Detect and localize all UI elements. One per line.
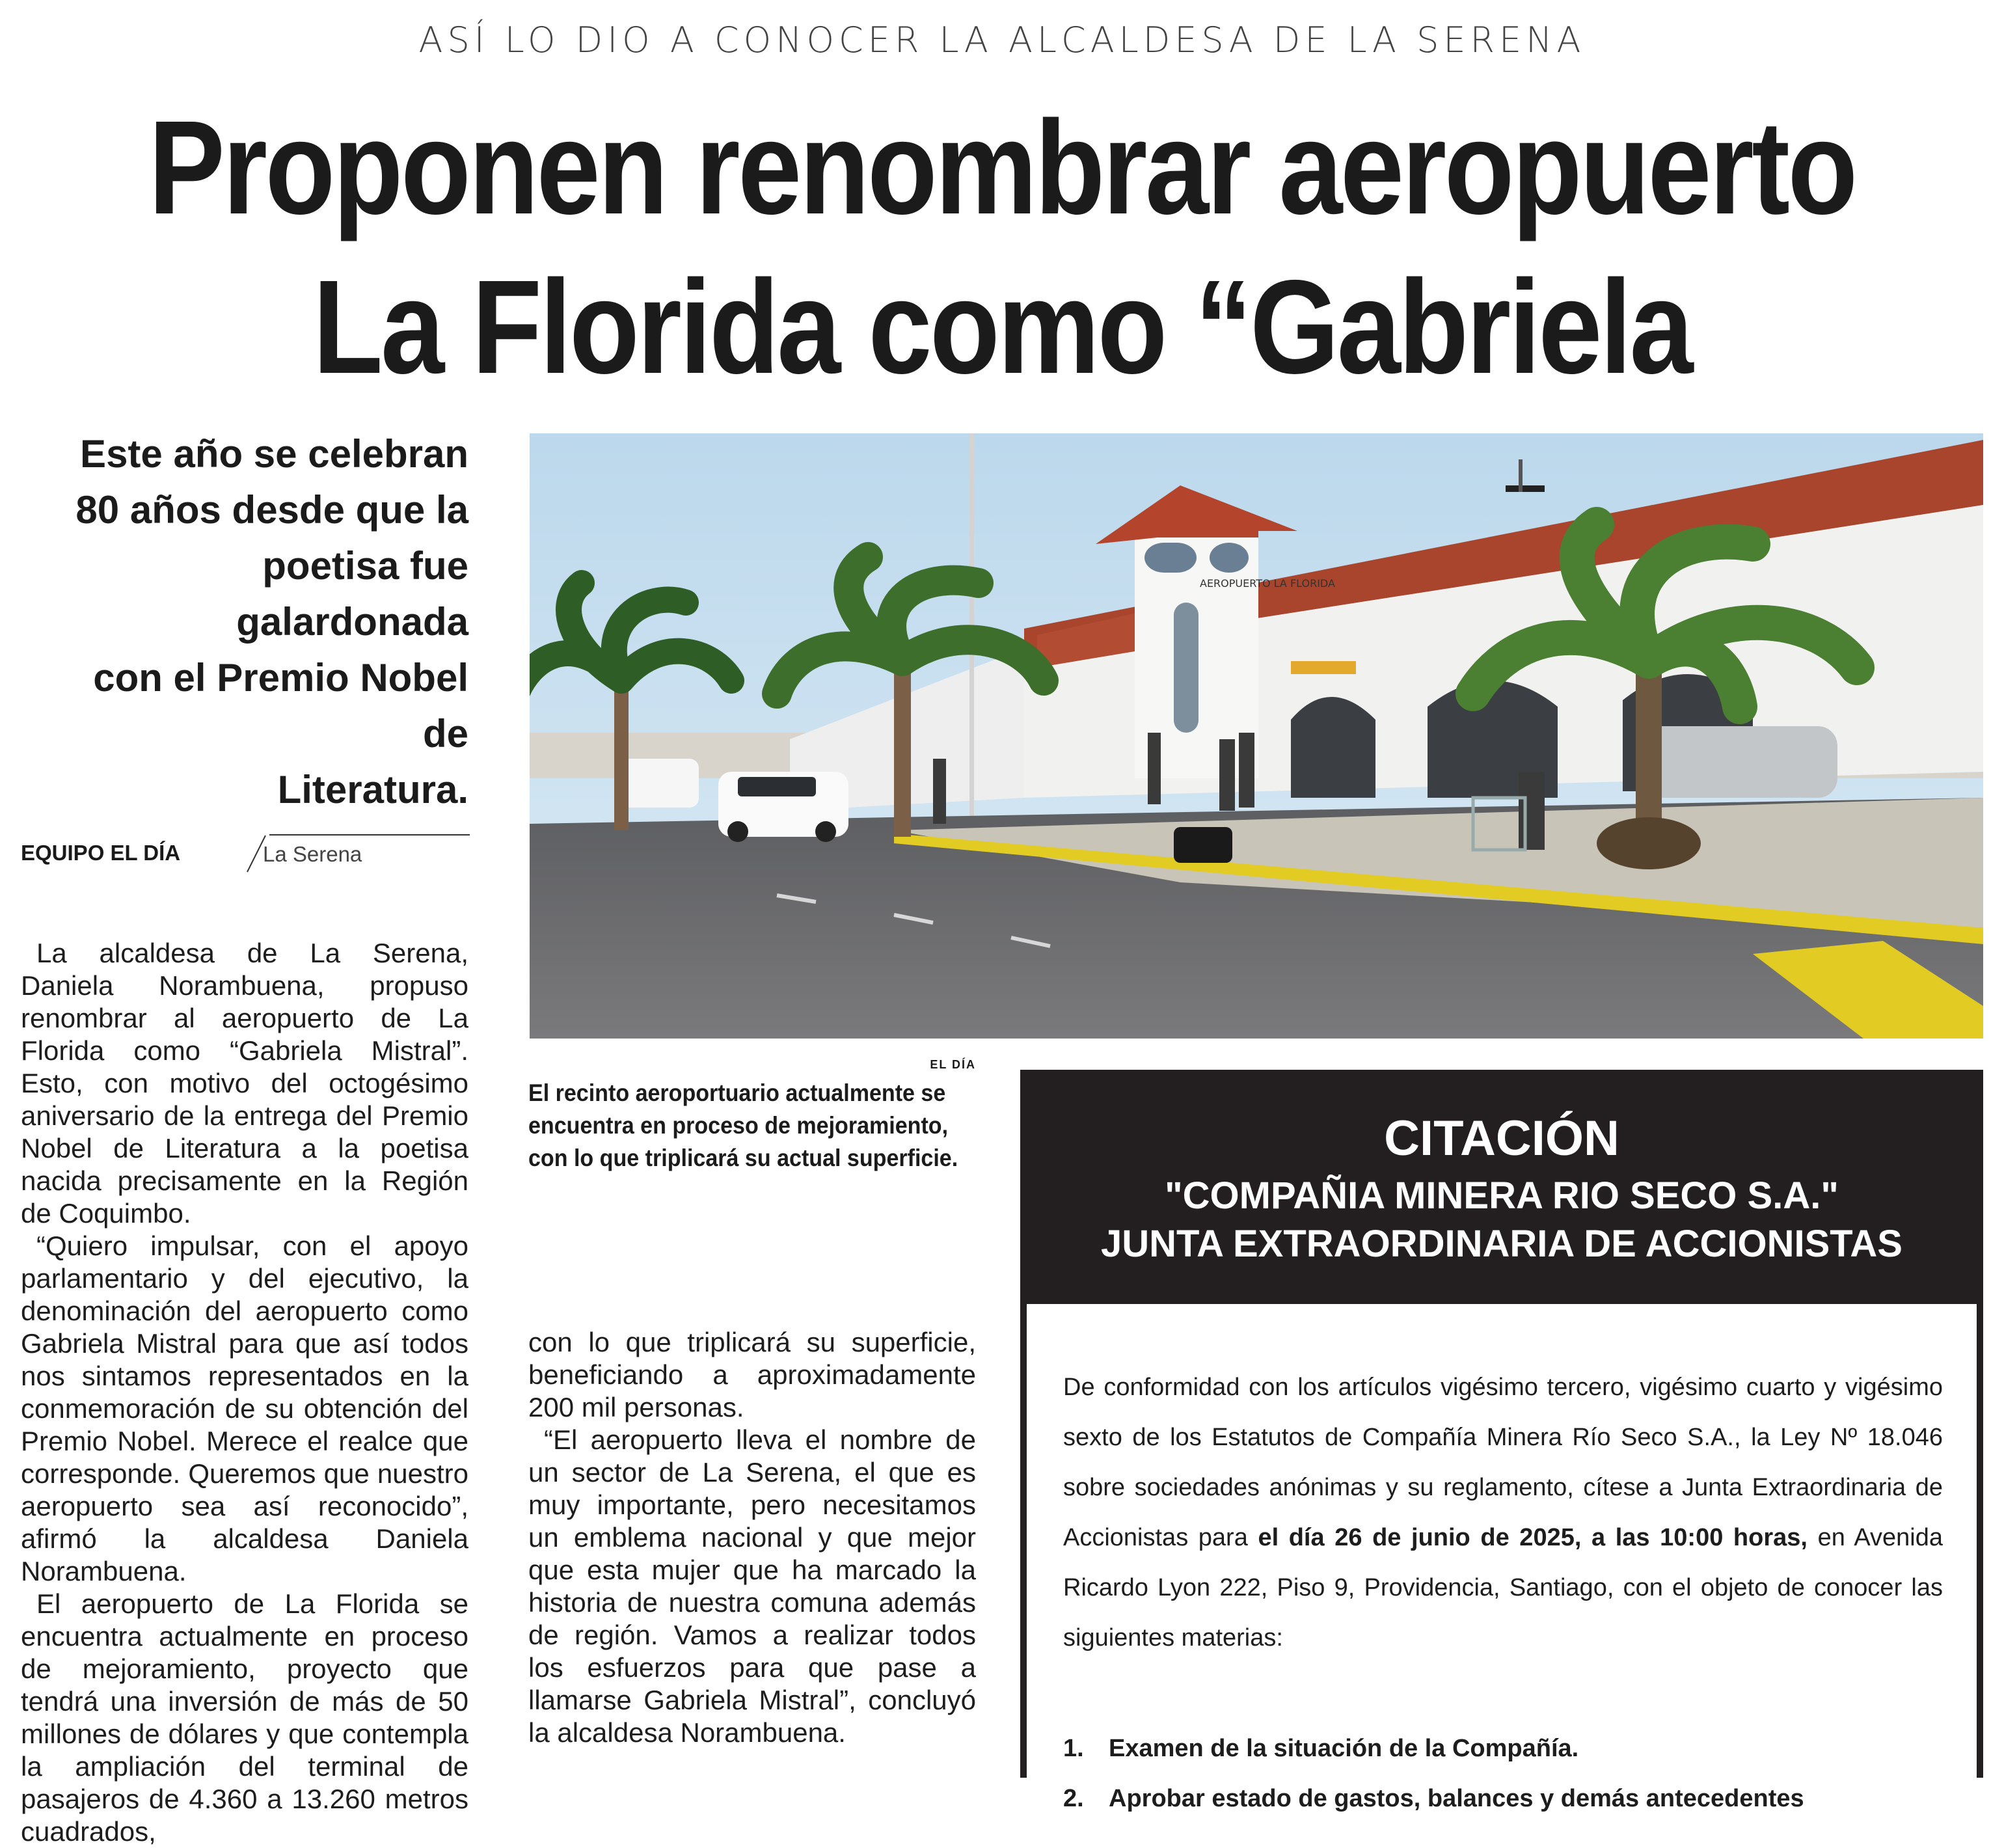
notice-body-date: el día 26 de junio de 2025, a las 10:00 horas, <box>1258 1524 1808 1551</box>
article-paragraph: “El aeropuerto lleva el nombre de un sector de La Serena, el que es muy importante, pero necesitamos un emblema nacional y que mejor que esta mujer que ha marcado la historia de nuestra comuna además de región. Vamos a realizar todos los esfuerzos para que pase a llamarse Gabriela Mistral”, concluyó la alcaldesa Norambuena. <box>528 1424 976 1748</box>
headline-line-1: Proponen renombrar aeropuerto <box>148 93 1856 242</box>
headline-line-2: La Florida como “Gabriela <box>312 252 1692 401</box>
byline <box>21 834 470 873</box>
article-column-2 <box>528 1326 976 1749</box>
article-paragraph: El aeropuerto de La Florida se encuentra actualmente en proceso de mejoramiento, proyecto que tendrá una inversión de más de 50 millones de dólares y que contempla la ampliación del terminal de pasajeros de 4.360 a 13.260 metros cuadrados, <box>21 1588 468 1847</box>
kicker: ASÍ LO DIO A CONOCER LA ALCALDESA DE LA SERENA <box>418 20 1586 61</box>
deck-line: Este año se celebran <box>80 432 468 476</box>
article-paragraph: “Quiero impulsar, con el apoyo parlamentario y del ejecutivo, la denominación del aeropuerto como Gabriela Mistral para que así todos nos sintamos representados en la conmemoración de su obtención del Premio Nobel. Merece el realce que corresponde. Queremos que nuestro aeropuerto sea así reconocido”, afirmó la alcaldesa Daniela Norambuena. <box>21 1230 468 1586</box>
agenda-item-text: Examen de la situación de la Compañía. <box>1109 1735 1579 1762</box>
airport-photo-illustration <box>530 433 1983 1039</box>
deck-line: con el Premio Nobel de <box>93 656 468 755</box>
deck-line: 80 años desde que la <box>75 488 468 532</box>
deck-line: poetisa fue galardonada <box>236 544 468 644</box>
agenda-item-number: 2. <box>1063 1785 1084 1812</box>
notice-header <box>1020 1070 1983 1304</box>
notice-body-intro: De conformidad con los artículos vigésimo tercero, vigésimo cuarto y vigésimo sexto de los Estatutos de Compañía Minera Río Seco S.A., la Ley Nº 18.046 sobre sociedades anónimas y su reglamento, cítese a Junta Extraordinaria de Accionistas para <box>1063 1374 1943 1551</box>
notice-body <box>1063 1363 1943 1663</box>
byline-team: EQUIPO EL DÍA <box>21 841 181 865</box>
notice-border-left <box>1020 1304 1027 1778</box>
agenda-item-text: Aprobar estado de gastos, balances y demás antecedentes <box>1109 1785 1804 1812</box>
deck-line: Literatura. <box>277 768 468 811</box>
shareholders-notice <box>1020 1070 1983 1812</box>
notice-agenda-item <box>1063 1724 1943 1774</box>
notice-company: "COMPAÑIA MINERA RIO SECO S.A." <box>1165 1175 1839 1217</box>
article-paragraph: con lo que triplicará su superficie, beneficiando a aproximadamente 200 mil personas. <box>528 1327 976 1422</box>
notice-agenda <box>1063 1724 1943 1824</box>
article-paragraph: La alcaldesa de La Serena, Daniela Norambuena, propuso renombrar al aeropuerto de La Florida como “Gabriela Mistral”. Esto, con motivo del octogésimo aniversario de la entrega del Premio Nobel de Literatura a la poetisa nacida precisamente en la Región de Coquimbo. <box>21 938 468 1229</box>
agenda-item-number: 1. <box>1063 1735 1084 1762</box>
notice-title: CITACIÓN <box>1384 1111 1619 1166</box>
photo-caption: El recinto aeroportuario actualmente se encuentra en proceso de mejoramiento, con lo que triplicará su actual superficie. <box>528 1080 958 1171</box>
photo-credit: EL DÍA <box>930 1058 976 1071</box>
notice-meeting: JUNTA EXTRAORDINARIA DE ACCIONISTAS <box>1101 1223 1902 1265</box>
byline-rule <box>269 834 470 836</box>
deck <box>39 426 468 818</box>
airport-photo <box>530 433 1983 1039</box>
notice-agenda-item <box>1063 1774 1943 1824</box>
article-column-1 <box>21 937 468 1848</box>
notice-body-rest: en Avenida Ricardo Lyon 222, Piso 9, Providencia, Santiago, con el objeto de conocer las siguientes materias: <box>1063 1524 1943 1651</box>
notice-border-right <box>1977 1304 1983 1778</box>
airport-sign: AEROPUERTO LA FLORIDA <box>1200 577 1335 590</box>
byline-city: La Serena <box>263 842 362 866</box>
